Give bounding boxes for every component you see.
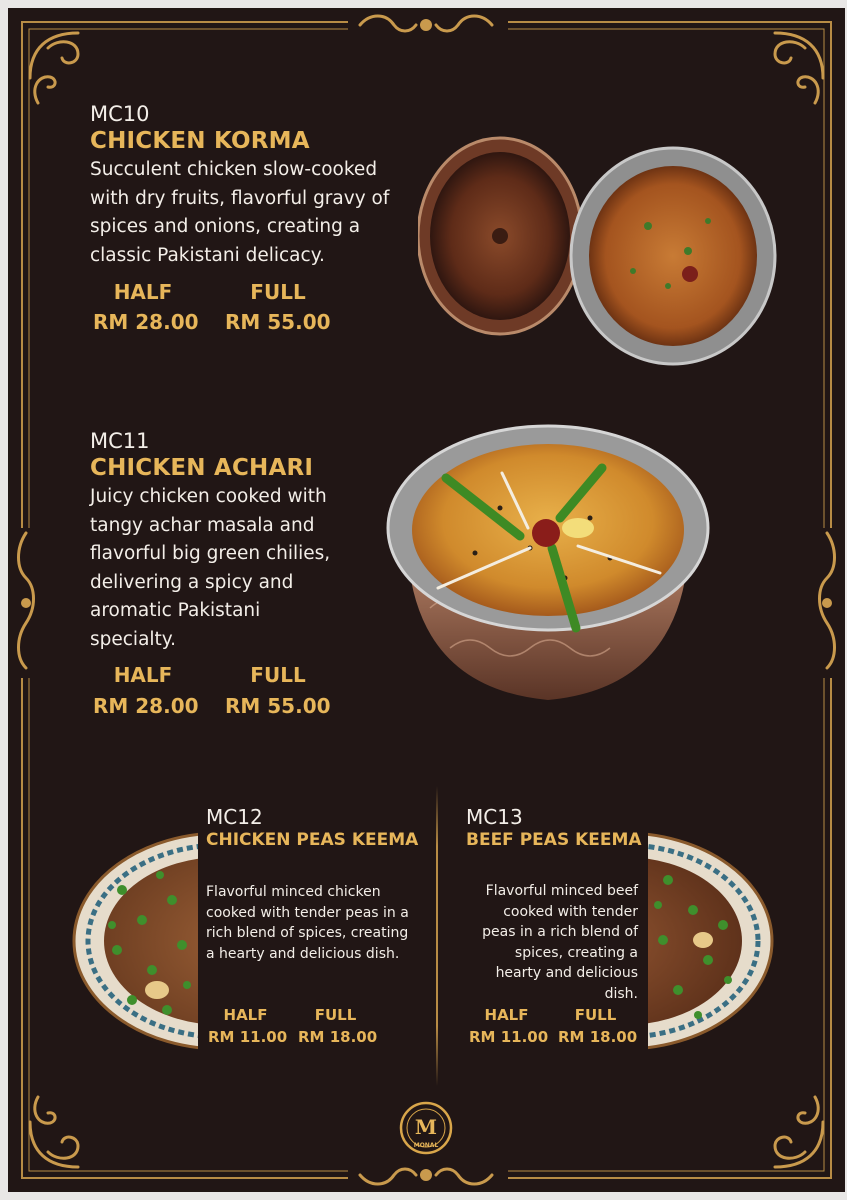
chicken-peas-keema-image: [72, 830, 198, 1052]
half-price-mc11: RM 28.00: [93, 694, 199, 718]
chicken-achari-image: [380, 418, 716, 708]
full-price-mc13: RM 18.00: [558, 1028, 638, 1046]
svg-text:M: M: [414, 1115, 438, 1139]
beef-peas-keema-image: [648, 830, 774, 1052]
half-label-mc10: HALF: [113, 280, 173, 304]
item-description-mc12: Flavorful minced chicken cooked with tender peas in a rich blend of spices, creating a hearty and delicious dish.: [206, 884, 409, 962]
item-title-chicken-achari: CHICKEN ACHARI: [90, 455, 314, 481]
svg-text:MONAL: MONAL: [413, 1142, 439, 1149]
half-label-mc13: HALF: [484, 1006, 529, 1024]
menu-page: [8, 8, 845, 1192]
item-title-chicken-peas-keema: CHICKEN PEAS KEEMA: [206, 830, 419, 850]
half-price-mc10: RM 28.00: [93, 310, 199, 334]
item-code-mc12: MC12: [206, 805, 263, 829]
item-description-mc11: Juicy chicken cooked with tangy achar masala and flavorful big green chilies, delivering a spicy and aromatic Pakistani specialty.: [90, 486, 331, 650]
item-description-mc13: Flavorful minced beef cooked with tender peas in a rich blend of spices, creating a hearty and delicious dish.: [482, 883, 638, 1002]
full-price-mc12: RM 18.00: [298, 1028, 378, 1046]
full-price-mc11: RM 55.00: [225, 694, 331, 718]
chicken-korma-image: [418, 126, 778, 366]
monal-logo: [399, 1100, 453, 1156]
item-title-beef-peas-keema: BEEF PEAS KEEMA: [466, 830, 642, 850]
item-code-mc13: MC13: [466, 805, 523, 829]
item-title-chicken-korma: CHICKEN KORMA: [90, 128, 310, 154]
full-label-mc12: FULL: [314, 1006, 357, 1024]
item-description-mc10: Succulent chicken slow-cooked with dry fruits, flavorful gravy of spices and onions, creating a classic Pakistani delicacy.: [90, 159, 390, 266]
item-code-mc10: MC10: [90, 102, 150, 126]
full-label-mc10: FULL: [250, 280, 306, 304]
half-price-mc13: RM 11.00: [469, 1028, 549, 1046]
full-label-mc11: FULL: [250, 663, 306, 687]
column-divider: [436, 786, 438, 1086]
item-code-mc11: MC11: [90, 429, 150, 453]
half-label-mc11: HALF: [113, 663, 173, 687]
full-price-mc10: RM 55.00: [225, 310, 331, 334]
half-label-mc12: HALF: [223, 1006, 268, 1024]
full-label-mc13: FULL: [574, 1006, 617, 1024]
half-price-mc12: RM 11.00: [208, 1028, 288, 1046]
